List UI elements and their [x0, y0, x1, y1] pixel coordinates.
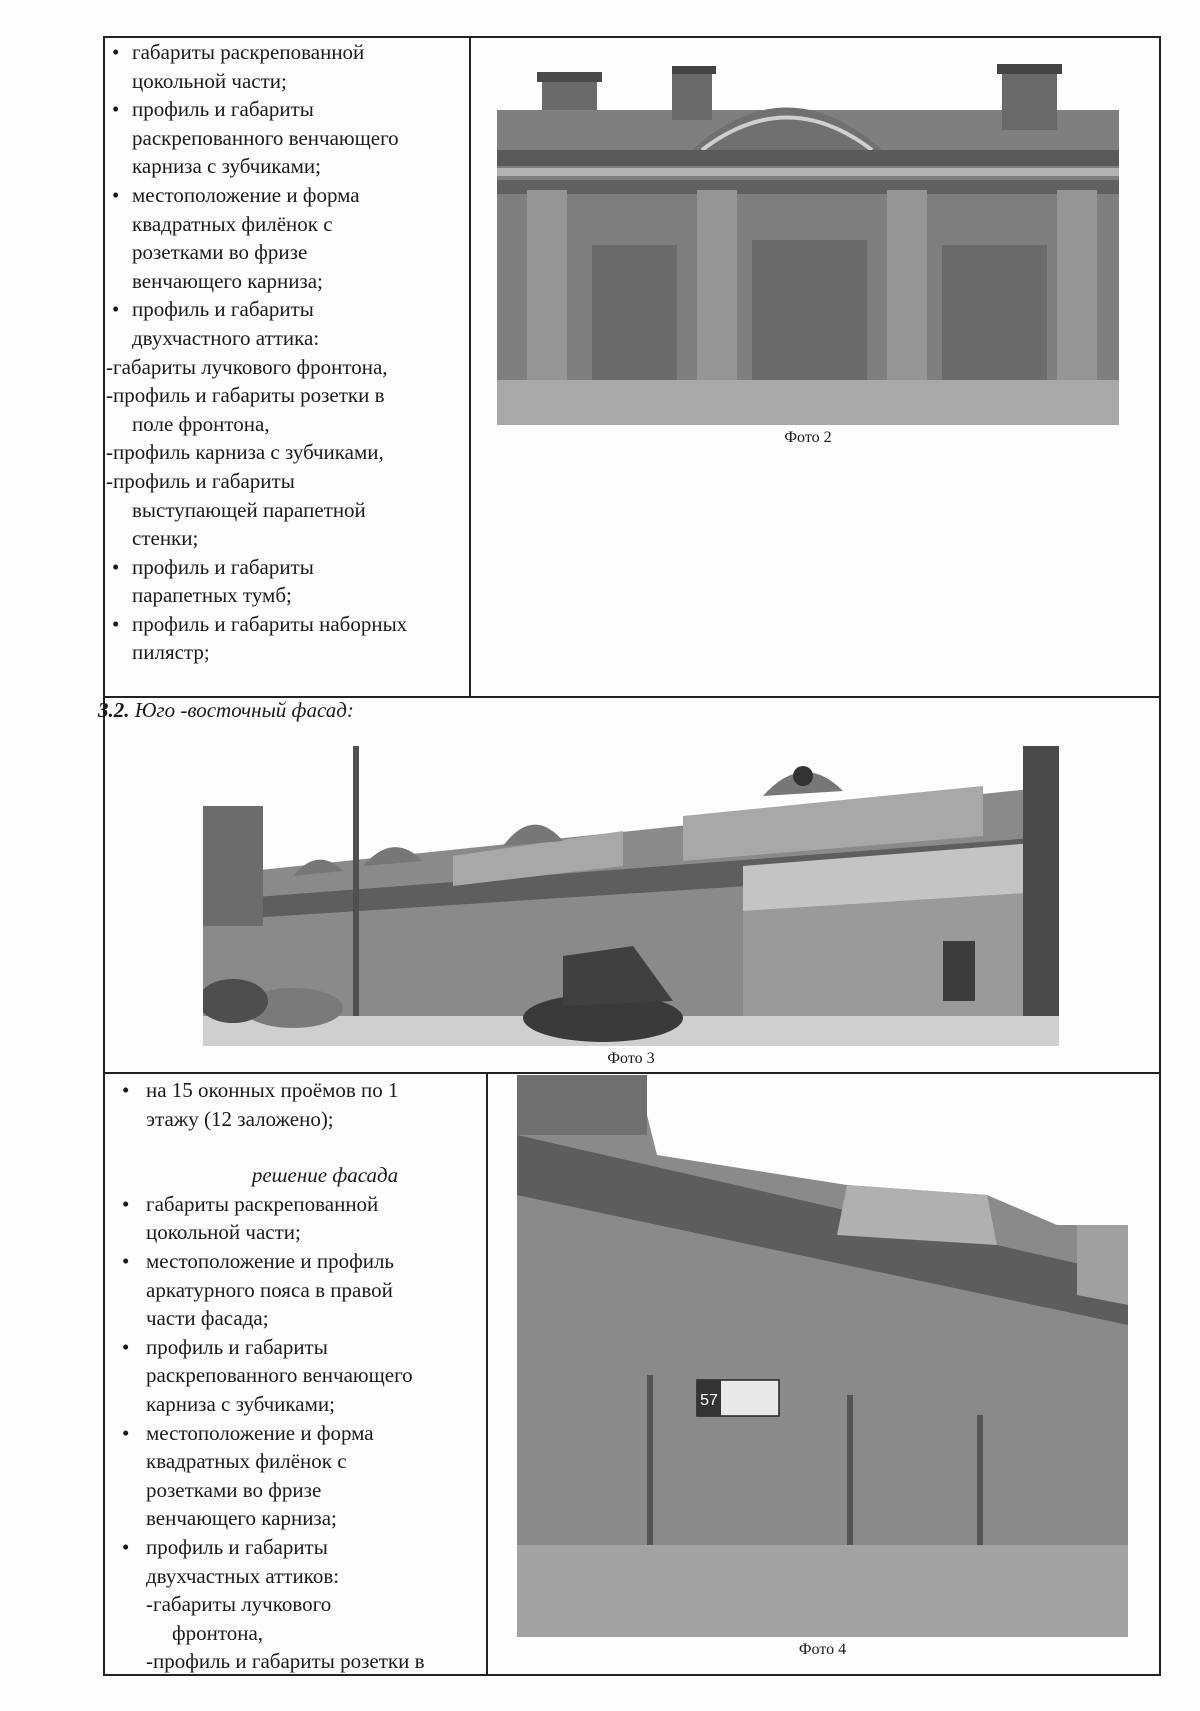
list-item-line: цокольной части;	[146, 1220, 301, 1245]
list-item-line: пилястр;	[132, 640, 210, 665]
list-item	[106, 1419, 484, 1533]
list-item-line: двухчастных аттиков:	[146, 1563, 340, 1588]
list-item-line: цокольной части;	[132, 68, 287, 93]
facade-features-list-2	[106, 1076, 484, 1676]
list-item-line: • профиль и габариты	[132, 297, 314, 322]
list-item-line: -габариты лучкового	[146, 1592, 332, 1617]
list-item-line: карниза с зубчиками;	[146, 1391, 335, 1416]
photo-2-caption: Фото 2	[784, 429, 832, 446]
list-item	[104, 381, 466, 438]
list-item-line: поле фронтона,	[132, 411, 270, 436]
list-item-line: розетками во фризе	[132, 240, 308, 265]
photo-3-southeast-facade	[203, 746, 1059, 1046]
list-item-line: двухчастного аттика:	[132, 325, 320, 350]
list-item	[104, 38, 466, 95]
list-item-line: • профиль и габариты	[132, 97, 314, 122]
list-item-line: • на 15 оконных проёмов по 1	[146, 1078, 399, 1102]
list-item-line: венчающего карниза;	[146, 1506, 337, 1531]
list-item	[104, 467, 466, 553]
photo-2-facade	[497, 40, 1119, 425]
list-item-line: розетками во фризе	[146, 1477, 322, 1502]
facade-features-list-1	[104, 38, 466, 667]
list-item-line: раскрепованного венчающего	[146, 1363, 413, 1388]
list-item	[104, 610, 466, 667]
list-item	[104, 438, 466, 467]
table-divider-bottom	[486, 1072, 488, 1676]
list-item-line: -габариты лучкового фронтона,	[106, 354, 388, 379]
house-number-sign: 57	[700, 1392, 718, 1409]
list-item-line: карниза с зубчиками;	[132, 154, 321, 179]
list-item	[104, 295, 466, 352]
photo-3-caption: Фото 3	[607, 1050, 655, 1067]
list-item-line: -профиль и габариты розетки в	[146, 1649, 425, 1674]
table-divider-top	[469, 36, 471, 698]
list-item	[106, 1333, 484, 1419]
table-border-left-mid	[103, 696, 105, 1676]
list-item	[104, 181, 466, 295]
list-spacer	[106, 1133, 484, 1161]
list-item-line: раскрепованного венчающего	[132, 125, 399, 150]
list-item-line: квадратных филёнок с	[146, 1449, 347, 1474]
list-item	[104, 553, 466, 610]
list-item-line: части фасада;	[146, 1306, 269, 1331]
list-item-line: • профиль и габариты	[146, 1534, 328, 1559]
list-item	[104, 95, 466, 181]
list-item	[106, 1647, 484, 1676]
list-item-line: аркатурного пояса в правой	[146, 1277, 393, 1302]
list-item-line: -профиль и габариты розетки в	[106, 383, 385, 408]
list-item	[106, 1076, 484, 1133]
list-item	[106, 1247, 484, 1333]
list-item-line: • профиль и габариты	[146, 1334, 328, 1359]
section-number: 3.2.	[98, 698, 130, 722]
list-item-line: решение фасада	[251, 1163, 399, 1188]
photo-4-caption: Фото 4	[798, 1641, 847, 1658]
list-item	[106, 1590, 484, 1647]
list-item-line: -профиль и габариты	[106, 468, 295, 493]
list-item-line: • местоположение и форма	[132, 182, 360, 207]
list-item-line: • профиль и габариты наборных	[132, 611, 408, 636]
list-item-line: этажу (12 заложено);	[146, 1106, 334, 1131]
list-subheading	[106, 1161, 484, 1190]
photo-4-facade-with-sign	[517, 1075, 1128, 1637]
list-item	[104, 353, 466, 382]
list-item	[106, 1533, 484, 1590]
list-item-line: • габариты раскрепованной	[132, 40, 365, 64]
table-border-right	[1159, 36, 1161, 1676]
section-title	[98, 698, 354, 723]
list-item-line: венчающего карниза;	[132, 268, 323, 293]
list-item-line: • профиль и габариты	[132, 554, 314, 579]
list-item-line: выступающей парапетной	[132, 497, 366, 522]
list-item-line: • габариты раскрепованной	[146, 1191, 379, 1216]
list-item	[106, 1190, 484, 1247]
list-item-line: • местоположение и форма	[146, 1420, 374, 1445]
list-item-line: фронтона,	[172, 1620, 264, 1645]
table-row-divider-2	[103, 1072, 1161, 1074]
list-item-line: парапетных тумб;	[132, 583, 292, 608]
list-item-line: квадратных филёнок с	[132, 211, 333, 236]
list-item-line: -профиль карниза с зубчиками,	[106, 440, 384, 465]
section-title-text: Юго -восточный фасад:	[134, 698, 354, 722]
list-item-line: • местоположение и профиль	[146, 1248, 395, 1273]
list-item-line: стенки;	[132, 526, 199, 551]
